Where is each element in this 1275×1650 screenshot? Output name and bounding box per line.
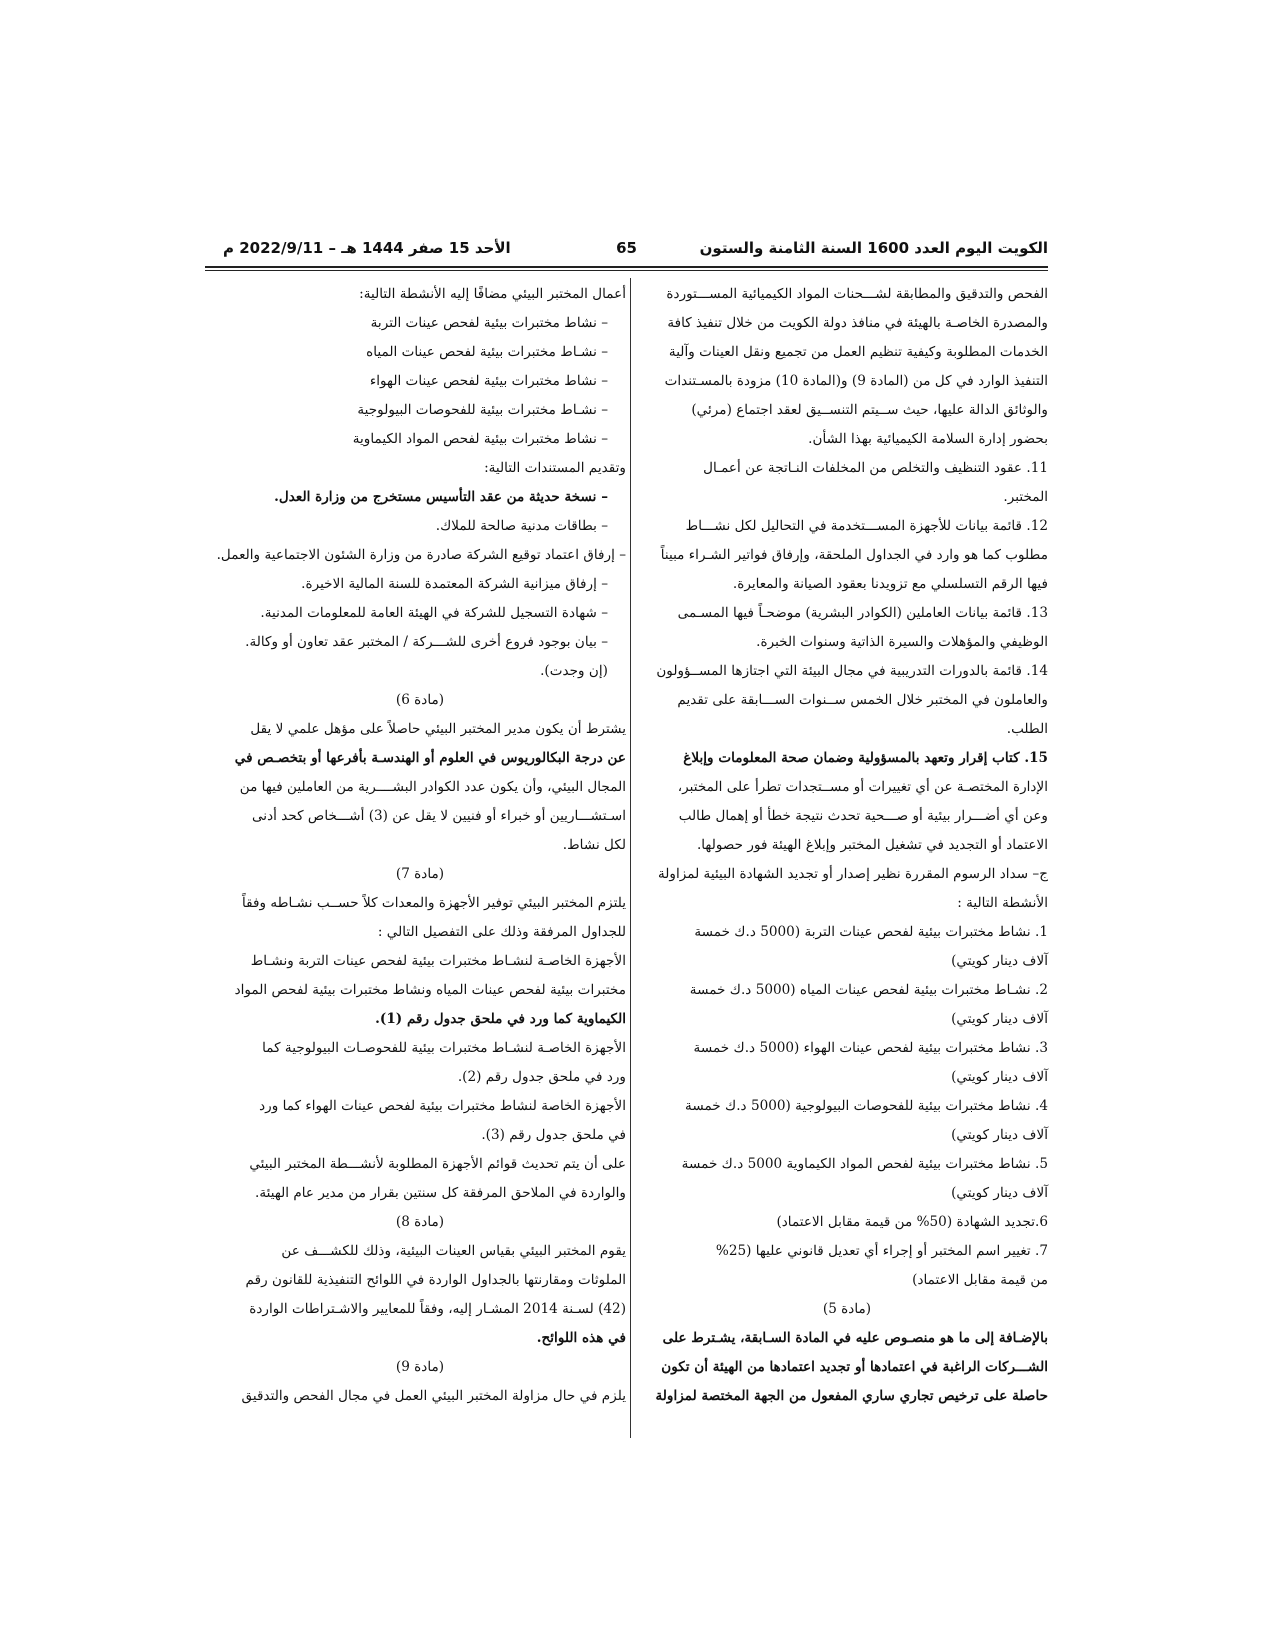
text-line: المجال البيئي، وأن يكون عدد الكوادر البشــــرية من العاملين فيها من xyxy=(239,779,626,795)
text-line: اسـتشـــاريين أو خبراء أو فنيين لا يقل عن (3) أشـــخاص كحد أدنى xyxy=(251,808,626,824)
text-line: حاصلة على ترخيص تجاري ساري المفعول من الجهة المختصة لمزاولة xyxy=(655,1388,1048,1404)
article-heading: (مادة 7) xyxy=(395,866,445,882)
right-column xyxy=(646,280,1048,1411)
text-line: الفحص والتدقيق والمطابقة لشـــحنات المواد الكيميائية المســـتوردة xyxy=(666,286,1048,302)
fee-item: آلاف دينار كويتي) xyxy=(951,1185,1048,1201)
text-line: بالإضـافة إلى ما هو منصـوص عليه في المادة السـابقة، يشـترط على xyxy=(662,1330,1048,1346)
text-line: والوثائق الدالة عليها، حيث ســيتم التنســيق لعقد اجتماع (مرئي) xyxy=(691,402,1048,418)
text-line: 14. قائمة بالدورات التدريبية في مجال البيئة التي اجتازها المســؤولون xyxy=(656,663,1048,679)
fee-item: 4. نشاط مختبرات بيئية للفحوصات البيولوجية (5000 د.ك خمسة xyxy=(685,1098,1048,1114)
page-number: 65 xyxy=(616,239,637,257)
list-item: – نسخة حديثة من عقد التأسيس مستخرج من وزارة العدل. xyxy=(274,489,608,505)
list-item: – نشاط مختبرات بيئية لفحص المواد الكيماوية xyxy=(352,431,608,447)
text-line: يقوم المختبر البيئي بقياس العينات البيئية، وذلك للكشـــف عن xyxy=(281,1243,626,1259)
article-heading: (مادة 6) xyxy=(395,692,445,708)
text-line: عن درجة البكالوريوس في العلوم أو الهندسـة بأفرعها أو بتخصـص في xyxy=(234,750,626,766)
list-item: – بطاقات مدنية صالحة للملاك. xyxy=(435,518,608,534)
list-item: – نشاط مختبرات بيئية لفحص عينات التربة xyxy=(370,315,608,331)
text-line: يلزم في حال مزاولة المختبر البيئي العمل في مجال الفحص والتدقيق xyxy=(241,1388,626,1404)
list-item: – نشـاط مختبرات بيئية لفحص عينات المياه xyxy=(366,344,608,360)
text-line: المختبر. xyxy=(1003,489,1048,505)
text-line: الأنشطة التالية : xyxy=(957,895,1048,911)
text-line: لكل نشاط. xyxy=(562,837,626,853)
list-item: – إرفاق ميزانية الشركة المعتمدة للسنة المالية الاخيرة. xyxy=(301,576,608,592)
text-line: الشـــركات الراغبة في اعتمادها أو تجديد اعتمادها من الهيئة أن تكون xyxy=(661,1359,1048,1375)
text-line: ورد في ملحق جدول رقم (2). xyxy=(457,1069,626,1085)
article-heading: (مادة 8) xyxy=(395,1214,445,1230)
column-divider xyxy=(630,278,631,1438)
fee-item: 3. نشاط مختبرات بيئية لفحص عينات الهواء (5000 د.ك خمسة xyxy=(693,1040,1048,1056)
text-line: في ملحق جدول رقم (3). xyxy=(481,1127,626,1143)
publication-title: الكويت اليوم العدد 1600 السنة الثامنة والستون xyxy=(699,239,1048,257)
article-heading: (مادة 9) xyxy=(395,1359,445,1375)
list-item: – نشـاط مختبرات بيئية للفحوصات البيولوجية xyxy=(357,402,608,418)
list-item: – إرفاق اعتماد توقيع الشركة صادرة من وزارة الشئون الاجتماعية والعمل. xyxy=(216,547,626,563)
text-line: الأجهزة الخاصـة لنشـاط مختبرات بيئية للفحوصـات البيولوجية كما xyxy=(262,1040,626,1056)
text-line: يشترط أن يكون مدير المختبر البيئي حاصلاً على مؤهل علمي لا يقل xyxy=(250,721,626,737)
text-line: الطلب. xyxy=(1006,721,1048,737)
text-line: والواردة في الملاحق المرفقة كل سنتين بقرار من مدير عام الهيئة. xyxy=(255,1185,626,1201)
text-line: أعمال المختبر البيئي مضافًا إليه الأنشطة التالية: xyxy=(359,286,626,302)
text-line: الوظيفي والمؤهلات والسيرة الذاتية وسنوات الخبرة. xyxy=(756,634,1048,650)
fee-item: 7. تغيير اسم المختبر أو إجراء أي تعديل قانوني عليها (25% xyxy=(715,1243,1048,1259)
text-line: مختبرات بيئية لفحص عينات المياه ونشاط مختبرات بيئية لفحص المواد xyxy=(234,982,626,998)
text-line: مطلوب كما هو وارد في الجداول الملحقة، وإرفاق فواتير الشـراء مبيناً xyxy=(660,547,1048,563)
fee-item: 2. نشـاط مختبرات بيئية لفحص عينات المياه (5000 د.ك خمسة xyxy=(689,982,1048,998)
text-line: ج– سداد الرسوم المقررة نظير إصدار أو تجديد الشهادة البيئية لمزاولة xyxy=(657,866,1048,882)
text-line: فيها الرقم التسلسلي مع تزويدنا بعقود الصيانة والمعايرة. xyxy=(732,576,1048,592)
text-line: الملوثات ومقارنتها بالجداول الواردة في اللوائح التنفيذية للقانون رقم xyxy=(245,1272,626,1288)
text-line: الأجهزة الخاصـة لنشـاط مختبرات بيئية لفحص عينات التربة ونشـاط xyxy=(250,953,626,969)
fee-item: 1. نشاط مختبرات بيئية لفحص عينات التربة (5000 د.ك خمسة xyxy=(694,924,1048,940)
text-line: 15. كتاب إقرار وتعهد بالمسؤولية وضمان صحة المعلومات وإبلاغ xyxy=(683,750,1048,766)
list-item: – شهادة التسجيل للشركة في الهيئة العامة للمعلومات المدنية. xyxy=(260,605,608,621)
article-heading: (مادة 5) xyxy=(822,1301,872,1317)
list-item: – بيان بوجود فروع أخرى للشـــركة / المختبر عقد تعاون أو وكالة. xyxy=(245,634,608,650)
text-line: على أن يتم تحديث قوائم الأجهزة المطلوبة لأنشـــطة المختبر البيئي xyxy=(249,1156,626,1172)
text-line: الأجهزة الخاصة لنشاط مختبرات بيئية لفحص عينات الهواء كما ورد xyxy=(259,1098,626,1114)
text-line: (42) لسـنة 2014 المشـار إليه، وفقاً للمعايير والاشـتراطات الواردة xyxy=(249,1301,626,1317)
text-line: للجداول المرفقة وذلك على التفصيل التالي : xyxy=(377,924,626,940)
text-line: الكيماوية كما ورد في ملحق جدول رقم (1). xyxy=(375,1011,626,1027)
text-line: والعاملون في المختبر خلال الخمس ســنوات الســـابقة على تقديم xyxy=(677,692,1048,708)
text-line: الاعتماد أو التجديد في تشغيل المختبر وإبلاغ الهيئة فور حصولها. xyxy=(696,837,1048,853)
text-line: بحضور إدارة السلامة الكيميائية بهذا الشأن. xyxy=(808,431,1048,447)
fee-item: 6.تجديد الشهادة (50% من قيمة مقابل الاعتماد) xyxy=(776,1214,1048,1230)
fee-item: آلاف دينار كويتي) xyxy=(951,953,1048,969)
text-line: في هذه اللوائح. xyxy=(536,1330,626,1346)
text-line: 13. قائمة بيانات العاملين (الكوادر البشرية) موضحـاً فيها المسـمى xyxy=(677,605,1048,621)
issue-date: الأحد 15 صفر 1444 هـ – 2022/9/11 م xyxy=(223,239,511,257)
fee-item: آلاف دينار كويتي) xyxy=(951,1127,1048,1143)
fee-item: آلاف دينار كويتي) xyxy=(951,1069,1048,1085)
text-line: يلتزم المختبر البيئي توفير الأجهزة والمعدات كلاً حســب نشـاطه وفقاً xyxy=(242,895,626,911)
list-item: – نشاط مختبرات بيئية لفحص عينات الهواء xyxy=(369,373,608,389)
page-header xyxy=(205,239,1048,265)
left-column xyxy=(214,280,626,1411)
text-line: وعن أي أضـــرار بيئية أو صـــحية تحدث نتيجة خطأ أو إهمال طالب xyxy=(678,808,1048,824)
text-line: والمصدرة الخاصـة بالهيئة في منافذ دولة الكويت من خلال تنفيذ كافة xyxy=(667,315,1048,331)
text-line: الإدارة المختصـة عن أي تغييرات أو مســتجدات تطرأ على المختبر، xyxy=(677,779,1048,795)
text-line: 12. قائمة بيانات للأجهزة المســـتخدمة في التحاليل لكل نشـــاط xyxy=(685,518,1048,534)
fee-item: آلاف دينار كويتي) xyxy=(951,1011,1048,1027)
header-rule-thick xyxy=(205,266,1048,268)
text-line: التنفيذ الوارد في كل من (المادة 9) و(المادة 10) مزودة بالمسـتندات xyxy=(664,373,1048,389)
text-line: (إن وجدت). xyxy=(540,663,608,679)
text-line: الخدمات المطلوبة وكيفية تنظيم العمل من تجميع ونقل العينات وآلية xyxy=(668,344,1048,360)
fee-item: 5. نشاط مختبرات بيئية لفحص المواد الكيماوية 5000 د.ك خمسة xyxy=(681,1156,1048,1172)
fee-item: من قيمة مقابل الاعتماد) xyxy=(912,1272,1048,1288)
header-rule-thin xyxy=(205,270,1048,271)
text-line: وتقديم المستندات التالية: xyxy=(484,460,626,476)
text-line: 11. عقود التنظيف والتخلص من المخلفات النـاتجة عن أعمـال xyxy=(703,460,1048,476)
